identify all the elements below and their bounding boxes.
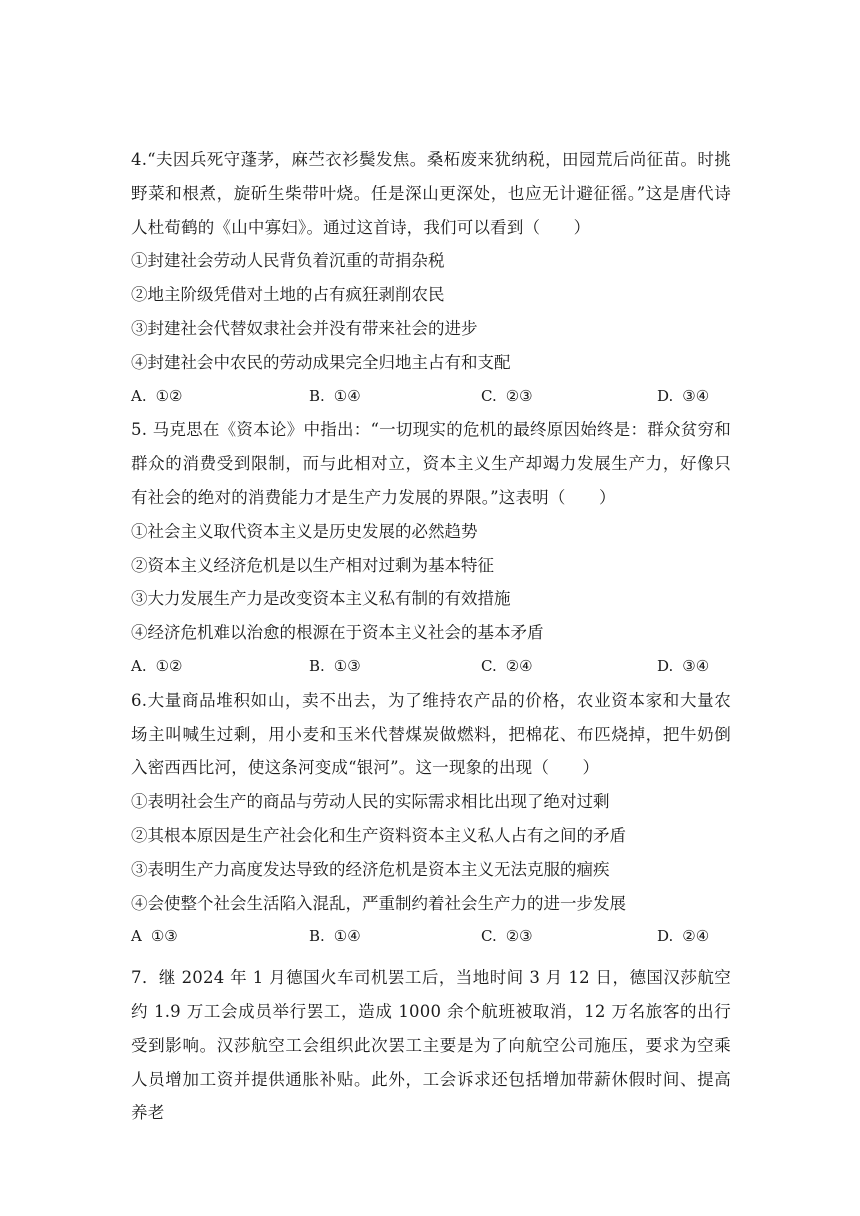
answer-choice-c[interactable] <box>481 650 657 684</box>
question-stem: 4.“夫因兵死守蓬茅，麻苎衣衫鬓发焦。桑柘废来犹纳税，田园荒后尚征苗。时挑野菜和根煮，旋斫生柴带叶烧。任是深山更深处，也应无计避征徭。”这是唐代诗人杜荀鹤的《山中寡妇》。通过这首诗，我们可以看到（ ） <box>131 150 731 237</box>
answer-choice-d[interactable] <box>657 650 731 684</box>
answer-letter: D. <box>657 927 674 946</box>
answer-letter: B. <box>309 927 325 946</box>
question-6 <box>131 684 731 954</box>
question-4 <box>131 143 731 413</box>
answer-choice-d[interactable] <box>657 920 731 954</box>
statement-option: ③封建社会代替奴隶社会并没有带来社会的进步 <box>131 318 478 338</box>
answer-choice-c[interactable] <box>481 380 657 414</box>
answer-choices <box>131 650 731 684</box>
answer-value: ③④ <box>682 656 710 675</box>
statement-option: ②资本主义经济危机是以生产相对过剩为基本特征 <box>131 555 494 575</box>
statement-option: ①封建社会劳动人民背负着沉重的苛捐杂税 <box>131 251 445 271</box>
question-stem: 6.大量商品堆积如山，卖不出去，为了维持农产品的价格，农业资本家和大量农场主叫喊生过剩，用小麦和玉米代替煤炭做燃料，把棉花、布匹烧掉，把牛奶倒入密西西比河，使这条河变成“银河”。这一现象的出现（ ） <box>131 690 731 778</box>
answer-value: ①③ <box>150 927 178 946</box>
answer-value: ①④ <box>333 927 361 946</box>
answer-value: ②④ <box>682 927 710 946</box>
answer-letter: D. <box>657 656 674 675</box>
answer-choice-c[interactable] <box>481 920 657 954</box>
answer-choices <box>131 380 731 414</box>
statement-option: ③表明生产力高度发达导致的经济危机是资本主义无法克服的痼疾 <box>131 859 610 879</box>
answer-value: ①③ <box>333 656 361 675</box>
answer-letter: D. <box>657 386 674 405</box>
answer-value: ②③ <box>505 927 533 946</box>
answer-choice-a[interactable] <box>131 650 309 684</box>
statement-option: ②其根本原因是生产社会化和生产资料资本主义私人占有之间的矛盾 <box>131 825 626 845</box>
answer-value: ①② <box>155 656 183 675</box>
statement-option: ④会使整个社会生活陷入混乱，严重制约着社会生产力的进一步发展 <box>131 893 626 913</box>
statement-option: ③大力发展生产力是改变资本主义私有制的有效措施 <box>131 589 511 609</box>
statement-option: ①表明社会生产的商品与劳动人民的实际需求相比出现了绝对过剩 <box>131 792 610 812</box>
answer-choice-a[interactable] <box>131 920 309 954</box>
answer-letter: C. <box>481 656 497 675</box>
answer-letter: C. <box>481 927 497 946</box>
answer-choice-d[interactable] <box>657 380 731 414</box>
statement-option: ④经济危机难以治愈的根源在于资本主义社会的基本矛盾 <box>131 623 544 643</box>
answer-letter: B. <box>309 386 325 405</box>
answer-letter: C. <box>481 386 497 405</box>
statement-option: ①社会主义取代资本主义是历史发展的必然趋势 <box>131 521 478 541</box>
answer-value: ③④ <box>682 386 710 405</box>
question-5 <box>131 413 731 683</box>
answer-value: ②③ <box>505 386 533 405</box>
answer-choices <box>131 920 731 954</box>
question-7 <box>131 961 731 1130</box>
statement-option: ④封建社会中农民的劳动成果完全归地主占有和支配 <box>131 352 511 372</box>
answer-letter: A <box>131 927 142 946</box>
answer-choice-b[interactable] <box>309 380 481 414</box>
answer-letter: B. <box>309 656 325 675</box>
exam-page <box>131 143 731 1130</box>
answer-letter: A. <box>131 386 147 405</box>
answer-choice-b[interactable] <box>309 920 481 954</box>
answer-value: ①④ <box>333 386 361 405</box>
question-stem: 5. 马克思在《资本论》中指出：“一切现实的危机的最终原因始终是：群众贫穷和群众的消费受到限制，而与此相对立，资本主义生产却竭力发展生产力，好像只有社会的绝对的消费能力才是生产力发展的界限。”这表明（ ） <box>131 420 731 507</box>
answer-choice-b[interactable] <box>309 650 481 684</box>
statement-option: ②地主阶级凭借对土地的占有疯狂剥削农民 <box>131 285 445 305</box>
question-stem: 7．继 2024 年 1 月德国火车司机罢工后，当地时间 3 月 12 日，德国汉莎航空约 1.9 万工会成员举行罢工，造成 1000 余个航班被取消，12 万名旅客的出行受到影响。汉莎航空工会组织此次罢工主要是为了向航空公司施压，要求为空乘人员增加工资并提供通胀补贴。此外，工会诉求还包括增加带薪休假时间、提高养老 <box>131 968 731 1123</box>
answer-value: ①② <box>155 386 183 405</box>
answer-letter: A. <box>131 656 147 675</box>
answer-choice-a[interactable] <box>131 380 309 414</box>
answer-value: ②④ <box>505 656 533 675</box>
